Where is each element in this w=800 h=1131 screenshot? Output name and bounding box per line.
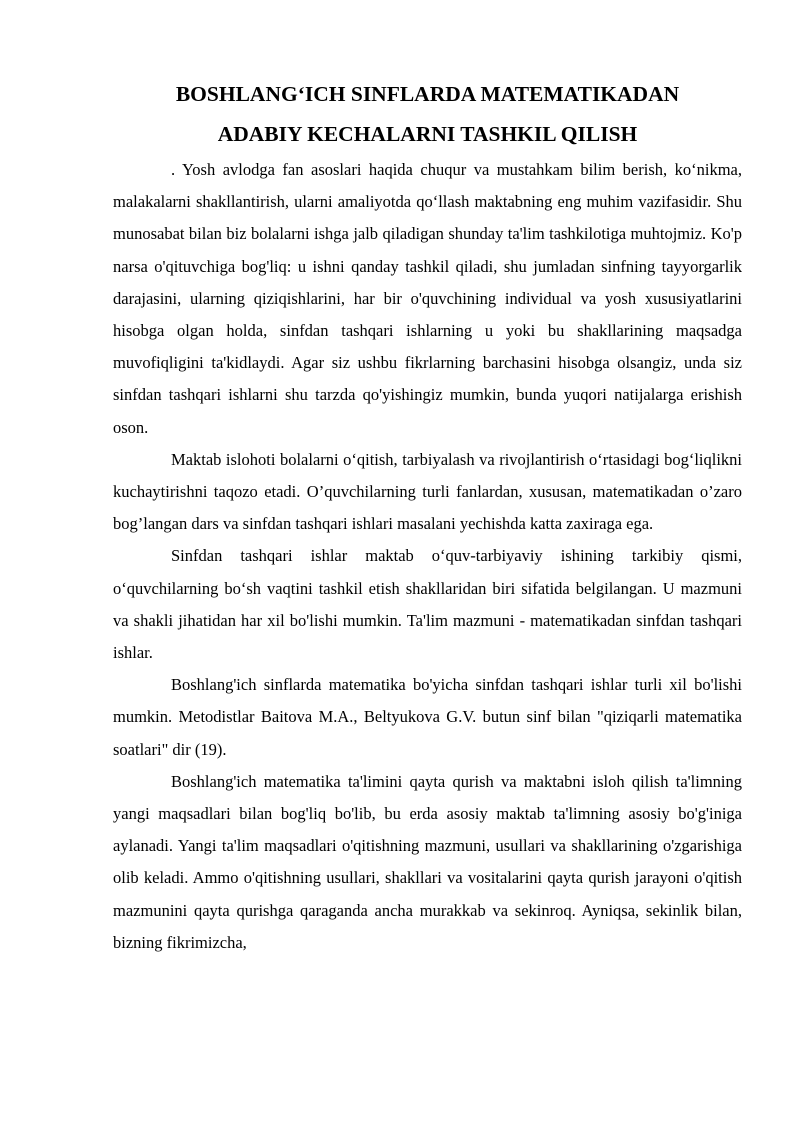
paragraph-4: Boshlang'ich sinflarda matematika bo'yicha sinfdan tashqari ishlar turli xil bo'lishi mumkin. Metodistlar Baitova M.A., Beltyukova G.V. butun sinf bilan "qiziqarli matematika soatlari" dir (19). <box>113 675 742 759</box>
title-line-1: BOSHLANG‘ICH SINFLARDA MATEMATIKADAN <box>175 82 680 106</box>
document-title <box>113 74 742 154</box>
paragraph-1: . Yosh avlodga fan asoslari haqida chuqur va mustahkam bilim berish, ko‘nikma, malakalarni shakllantirish, ularni amaliyotda qo‘llash maktabning eng muhim vazifasidir. Shu munosabat bilan biz bolalarni ishga jalb qiladigan shunday ta'lim tashkilotiga muhtojmiz. Ko'p narsa o'qituvchiga bog'liq: u ishni qanday tashkil qiladi, shu jumladan sinfning tayyorgarlik darajasini, ularning qiziqishlarini, har bir o'quvchining individual va yosh xususiyatlarini hisobga olgan holda, sinfdan tashqari ishlarning u yoki bu shakllarining maqsadga muvofiqligini ta'kidlaydi. Agar siz ushbu fikrlarning barchasini hisobga olsangiz, unda siz sinfdan tashqari ishlarni shu tarzda qo'yishingiz mumkin, bunda yuqori natijalarga erishish oson. <box>113 160 742 437</box>
paragraph-5: Boshlang'ich matematika ta'limini qayta qurish va maktabni isloh qilish ta'limning yangi maqsadlari bilan bog'liq bo'lib, bu erda asosiy maktab ta'limning asosiy bo'g'iniga aylanadi. Yangi ta'lim maqsadlari o'qitishning mazmuni, usullari va shakllarining o'zgarishiga olib keladi. Ammo o'qitishning usullari, shakllari va vositalarini qayta qurish jarayoni o'qitish mazmunini qayta qurishga qaraganda ancha murakkab va sekinroq. Ayniqsa, sekinlik bilan, bizning fikrimizcha, <box>113 771 742 952</box>
title-line-2: ADABIY KECHALARNI TASHKIL QILISH <box>217 122 638 146</box>
paragraph-3: Sinfdan tashqari ishlar maktab o‘quv-tarbiyaviy ishining tarkibiy qismi, o‘quvchilarning bo‘sh vaqtini tashkil etish shakllaridan biri sifatida belgilangan. U mazmuni va shakli jihatidan har xil bo'lishi mumkin. Ta'lim mazmuni - matematikadan sinfdan tashqari ishlar. <box>113 546 742 663</box>
document-page <box>113 74 742 959</box>
paragraph-2: Maktab islohoti bolalarni o‘qitish, tarbiyalash va rivojlantirish o‘rtasidagi bog‘liqlikni kuchaytirishni taqozo etadi. O’quvchilarning turli fanlardan, xususan, matematikadan o’zaro bog’langan dars va sinfdan tashqari ishlari masalani yechishda katta zaxiraga ega. <box>113 449 742 534</box>
